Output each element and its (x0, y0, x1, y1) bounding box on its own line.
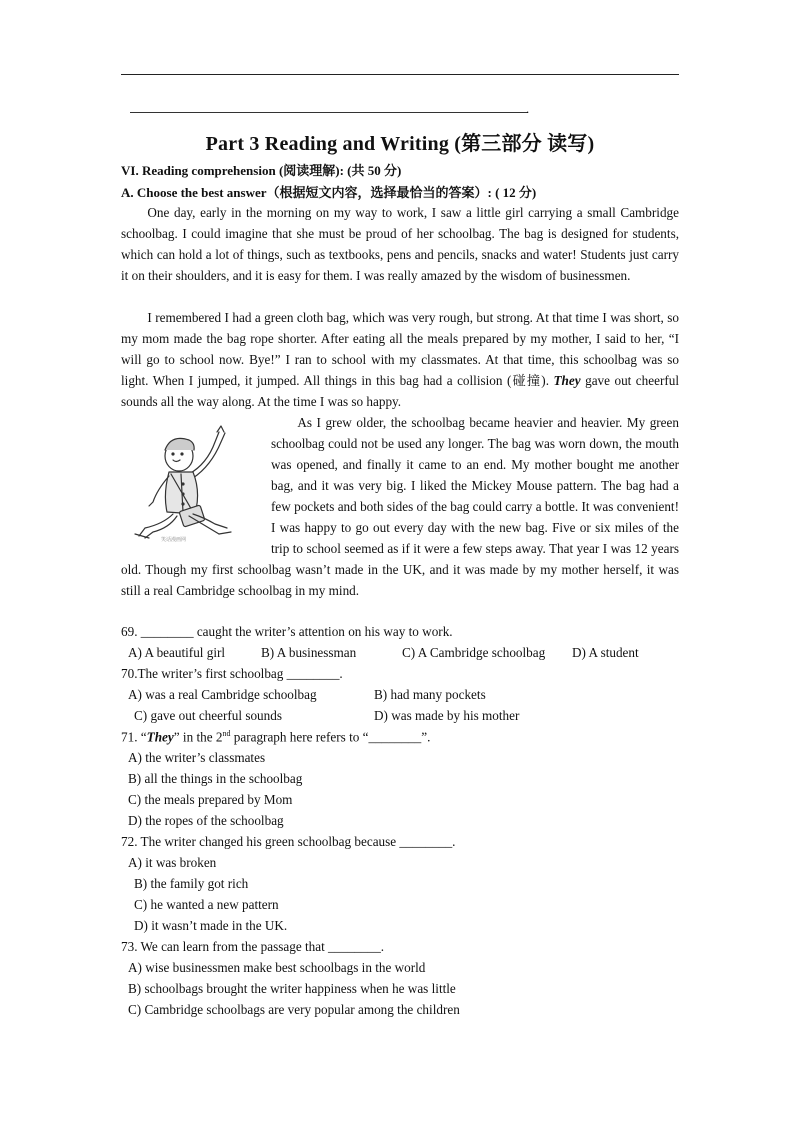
answer-blank-line (130, 112, 528, 113)
q70-option-c: C) gave out cheerful sounds (134, 708, 282, 723)
running-boy-illustration (121, 416, 263, 544)
question-72-stem: 72. The writer changed his green schoolbag because ________. (121, 834, 456, 849)
q71-superscript: nd (222, 729, 231, 738)
paragraph-2-text: I remembered I had a green cloth bag, which was very rough, but strong. At that time I was short, so my mom made the bag rope shorter. After eating all the meals prepared by my mother, I said to her, “I will go to school now. Bye!” I ran to school with my classmates. At that time, this schoolbag was so light. When I jumped, it jumped. All things in this bag had a collision (碰撞). (121, 310, 679, 388)
paragraph-2-text-end: gave out cheerful sounds all the way along. At the time I was so happy. (121, 373, 680, 409)
illustration-watermark: 笑话漫画网 (161, 537, 187, 543)
they-emphasis: They (553, 373, 581, 388)
q70-option-b: B) had many pockets (374, 687, 486, 702)
question-73-stem: 73. We can learn from the passage that ________. (121, 939, 385, 954)
q71-option-b: B) all the things in the schoolbag (128, 771, 303, 786)
q72-option-b: B) the family got rich (134, 876, 249, 891)
section-subheading-choose: A. Choose the best answer（根据短文内容，选择最恰当的答案）: ( 12 分) (121, 185, 537, 200)
q69-option-a: A) A beautiful girl (128, 645, 226, 660)
question-70-stem: 70.The writer’s first schoolbag ________. (121, 666, 343, 681)
q69-option-b: B) A businessman (261, 645, 357, 660)
passage-paragraph-1: One day, early in the morning on my way to work, I saw a little girl carrying a small Cambridge schoolbag. I could imagine that she must be proud of her schoolbag. The bag is designed for students, which can hold a lot of things, such as textbooks, pens and pencils, snacks and water! Students just carry it on their shoulders, and it is easy for them. I was really amazed by the wisdom of businessmen. (121, 205, 679, 283)
q73-option-c: C) Cambridge schoolbags are very popular among the children (128, 1002, 460, 1017)
q71-they: They (146, 729, 174, 745)
q70-option-d: D) was made by his mother (374, 708, 520, 723)
answer-blank-period: . (526, 101, 530, 116)
section-heading-reading: VI. Reading comprehension (阅读理解): (共 50 分) (121, 163, 402, 178)
q71-stem-open: 71. “ (121, 729, 147, 745)
q69-option-d: D) A student (572, 645, 639, 660)
q73-option-a: A) wise businessmen make best schoolbags in the world (128, 960, 426, 975)
q72-option-d: D) it wasn’t made in the UK. (134, 918, 288, 933)
q70-option-a: A) was a real Cambridge schoolbag (128, 687, 317, 702)
q69-option-c: C) A Cambridge schoolbag (402, 645, 546, 660)
passage-paragraph-3 (121, 412, 679, 601)
top-divider (121, 74, 679, 75)
question-71-stem (121, 729, 430, 745)
q71-option-d: D) the ropes of the schoolbag (128, 813, 284, 828)
question-69-stem: 69. ________ caught the writer’s attention on his way to work. (121, 624, 453, 639)
passage-paragraph-2 (121, 307, 679, 412)
q71-stem-mid: ” in the 2 (173, 729, 223, 745)
q73-option-b: B) schoolbags brought the writer happiness when he was little (128, 981, 456, 996)
q71-option-a: A) the writer’s classmates (128, 750, 266, 765)
running-boy-drawing (121, 416, 263, 544)
paragraph-3-text: As I grew older, the schoolbag became heavier and heavier. My green schoolbag could not be used any longer. The bag was worn down, the mouth was opened, and finally it came to an end. My mother bought me another bag, and it was very big. I liked the Mickey Mouse pattern. The bag had a few pockets and both sides of the bag could carry a bottle. It was convenient! I was happy to go out every day with the new bag. Five or six miles of the trip to school seemed as if it were a few steps away. That year I was 12 years old. Though my first schoolbag wasn’t made in the UK, and it was made by my mother herself, it was still a real Cambridge schoolbag in my mind. (121, 415, 679, 598)
part-title: Part 3 Reading and Writing (第三部分 读写) (205, 133, 595, 155)
q71-option-c: C) the meals prepared by Mom (128, 792, 293, 807)
q72-option-c: C) he wanted a new pattern (134, 897, 279, 912)
q72-option-a: A) it was broken (128, 855, 217, 870)
q71-stem-end: paragraph here refers to “________”. (230, 729, 431, 745)
